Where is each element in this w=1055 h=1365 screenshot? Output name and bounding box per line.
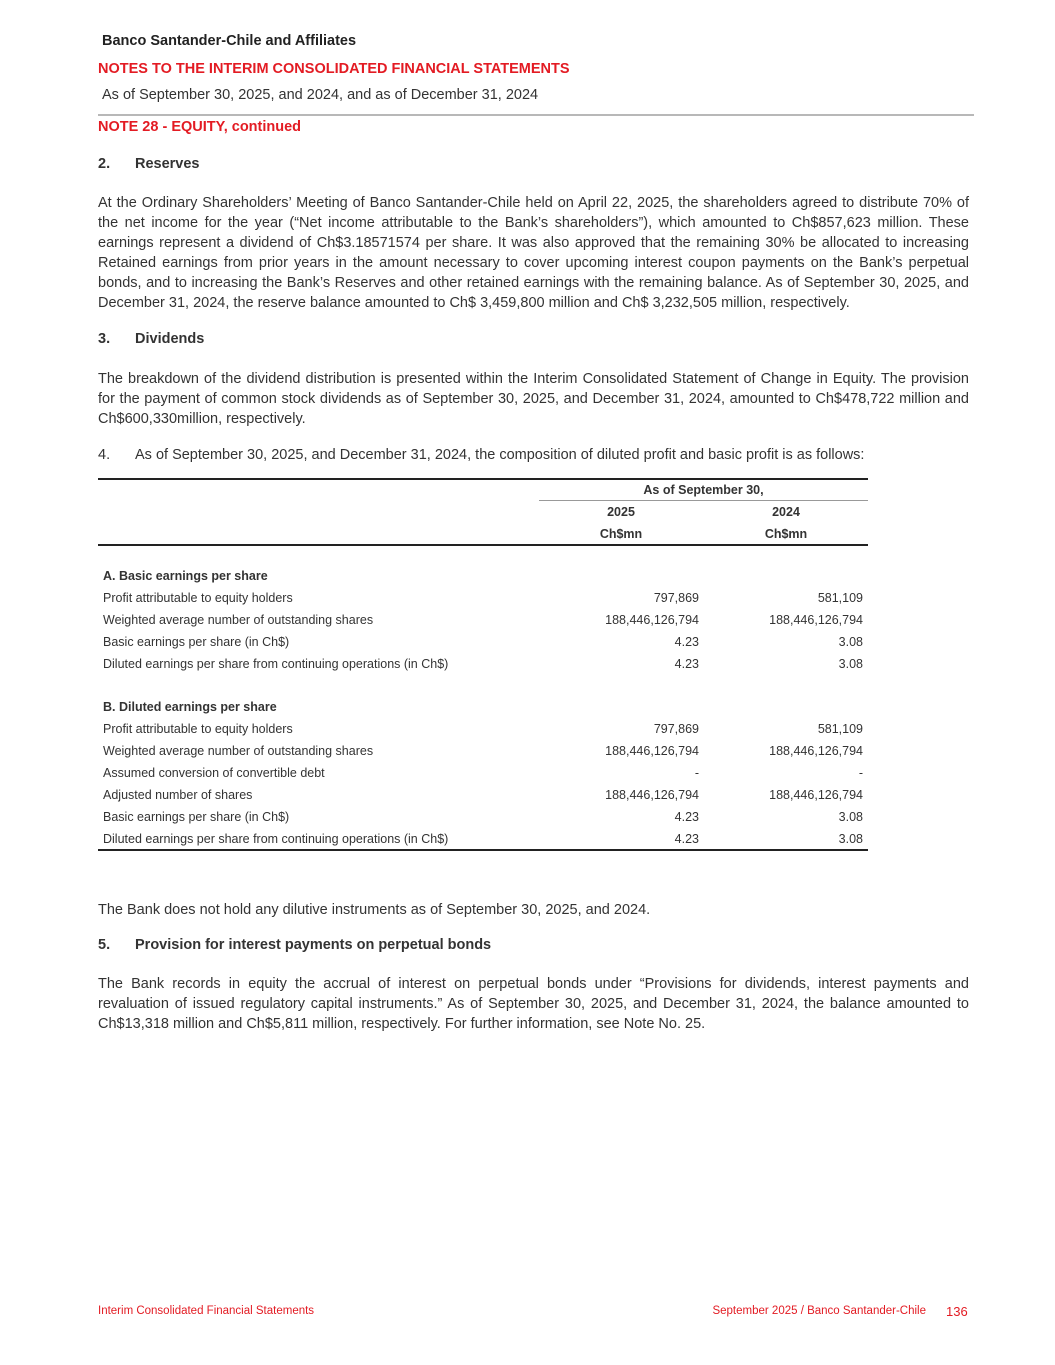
section-label: B. Diluted earnings per share [103,700,277,714]
table-row [98,806,868,828]
row-value-2025: 188,446,126,794 [605,788,699,802]
section-title: Provision for interest payments on perpetual bonds [135,937,492,953]
table-header-rule [98,544,868,546]
table-row [98,631,868,653]
row-value-2025: - [694,766,699,780]
table-row [98,828,868,850]
row-value-2025: 797,869 [653,722,699,736]
row-label: Basic earnings per share (in Ch$) [103,635,290,649]
dilutive-note: The Bank does not hold any dilutive instruments as of September 30, 2025, and 2024. [98,902,651,918]
row-label: Weighted average number of outstanding shares [103,613,374,627]
row-label: Diluted earnings per share from continuing operations (in Ch$) [103,657,449,671]
note-title: NOTE 28 - EQUITY, continued [98,119,302,135]
row-value-2024: 188,446,126,794 [769,744,863,758]
row-value-2025: 4.23 [674,832,699,846]
item4-line [98,447,864,463]
page-number: 136 [946,1304,968,1319]
table-row [98,587,868,609]
table-section-b [98,696,868,718]
section-perpetual-heading [98,937,491,953]
column-unit-2024: Ch$mn [764,527,808,541]
row-value-2024: 3.08 [838,635,863,649]
table-row [98,718,868,740]
row-label: Adjusted number of shares [103,788,253,802]
header-rule [98,114,974,116]
column-header-2025: 2025 [607,505,635,519]
row-value-2024: 581,109 [817,591,863,605]
row-value-2024: 188,446,126,794 [769,788,863,802]
table-row [98,609,868,631]
row-label: Assumed conversion of convertible debt [103,766,325,780]
row-label: Basic earnings per share (in Ch$) [103,810,290,824]
section-label: A. Basic earnings per share [103,569,268,583]
perpetual-paragraph: The Bank records in equity the accrual of interest on perpetual bonds under “Provisions for dividends, interest payments and revaluation of issued regulatory capital instruments.” As of September 30, 2025, and December 31, 2024, the balance amounted to Ch$13,318 million and Ch$5,811 million, respectively. For further information, see Note No. 25. [98,976,969,1032]
table-row [98,762,868,784]
table-top-rule [98,478,868,480]
row-value-2025: 4.23 [674,810,699,824]
company-name: Banco Santander-Chile and Affiliates [102,33,357,49]
section-title: Dividends [135,331,205,347]
table-row [98,740,868,762]
column-group-header: As of September 30, [643,483,764,497]
section-number: 5. [98,937,111,953]
row-value-2024: 188,446,126,794 [769,613,863,627]
row-label: Profit attributable to equity holders [103,591,293,605]
table-row [98,784,868,806]
row-value-2025: 4.23 [674,657,699,671]
row-value-2024: 3.08 [838,832,863,846]
section-number: 2. [98,156,111,172]
table-bottom-rule [98,849,868,851]
section-dividends-heading [98,331,204,347]
section-number: 3. [98,331,111,347]
notes-title: NOTES TO THE INTERIM CONSOLIDATED FINANCIAL STATEMENTS [98,61,570,77]
row-value-2025: 797,869 [653,591,699,605]
footer-left: Interim Consolidated Financial Statements [98,1305,315,1317]
row-value-2024: - [858,766,863,780]
row-value-2024: 3.08 [838,810,863,824]
table-section-a [98,565,868,587]
row-label: Weighted average number of outstanding shares [103,744,374,758]
item4-text: As of September 30, 2025, and December 31, 2024, the composition of diluted profit and basic profit is as follows: [135,447,865,463]
date-line: As of September 30, 2025, and 2024, and as of December 31, 2024 [102,87,539,103]
reserves-paragraph: At the Ordinary Shareholders’ Meeting of Banco Santander-Chile held on April 22, 2025, the shareholders agreed to distribute 70% of the net income for the year (“Net income attributable to the Bank’s shareholders”), which amounted to Ch$857,623 million. These earnings represent a dividend of Ch$3.18571574 per share. It was also approved that the remaining 30% be allocated to increasing Retained earnings from prior years in the amount necessary to cover upcoming interest coupon payments on the Bank’s perpetual bonds, and to increasing the Bank’s Reserves and other retained earnings with the remaining balance. As of September 30, 2025, and December 31, 2024, the reserve balance amounted to Ch$ 3,459,800 million and Ch$ 3,232,505 million, respectively. [98,195,969,311]
section-reserves-heading [98,156,200,172]
column-unit-2025: Ch$mn [599,527,643,541]
row-value-2025: 188,446,126,794 [605,744,699,758]
dividends-paragraph: The breakdown of the dividend distribution is presented within the Interim Consolidated Statement of Change in Equity. The provision for the payment of common stock dividends as of September 30, 2025, and December 31, 2024, amounted to Ch$478,722 million and Ch$600,330million, respectively. [98,371,969,427]
row-value-2025: 188,446,126,794 [605,613,699,627]
table-row [98,653,868,675]
section-title: Reserves [135,156,200,172]
column-group-underline [539,500,868,501]
column-header-2024: 2024 [772,505,800,519]
row-value-2024: 581,109 [817,722,863,736]
footer-right: September 2025 / Banco Santander-Chile [712,1305,926,1317]
row-label: Profit attributable to equity holders [103,722,293,736]
row-value-2025: 4.23 [674,635,699,649]
row-label: Diluted earnings per share from continuing operations (in Ch$) [103,832,449,846]
section-number: 4. [98,447,111,463]
row-value-2024: 3.08 [838,657,863,671]
